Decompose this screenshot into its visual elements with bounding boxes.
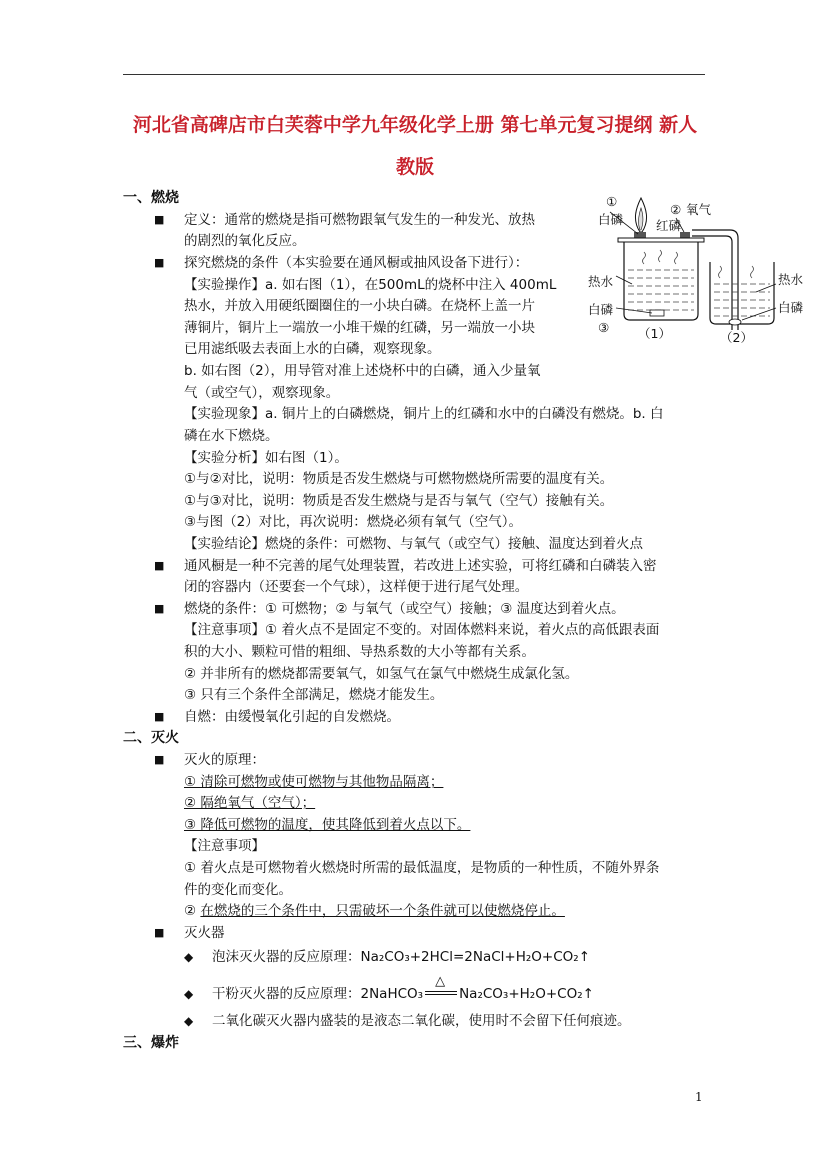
text-line: 热水，并放入用硬纸圈圈住的一小块白磷。在烧杯上盖一片 [184,298,535,314]
bullet-icon: ■ [154,926,165,939]
text-line: 【实验操作】a. 如右图（1），在500mL的烧杯中注入 400mL [184,277,557,293]
text-line: 【注意事项】 [184,838,265,854]
figure-label-white-phosphorus-3: 白磷 [588,302,614,317]
text-line: 泡沫灭火器的反应原理：Na₂CO₃+2HCl=2NaCl+H₂O+CO₂↑ [212,949,591,965]
text-line-underlined: ③ 降低可燃物的温度，使其降低到着火点以下。 [184,817,471,833]
reaction-products: Na₂CO₃+H₂O+CO₂↑ [459,986,594,1002]
text-line: ①与③对比，说明：物质是否发生燃烧与是否与氧气（空气）接触有关。 [184,493,614,509]
figure-caption-2: （2） [720,330,753,345]
diamond-bullet-icon: ◆ [184,987,194,1001]
figure-label-1: ① [606,194,618,209]
text-line: 【实验结论】燃烧的条件：可燃物、与氧气（或空气）接触、温度达到着火点 [184,536,643,552]
text-line: 薄铜片，铜片上一端放一小堆干燥的红磷，另一端放一小块 [184,320,535,336]
bullet-icon: ■ [154,710,165,723]
delta-symbol: △ [435,974,446,989]
text-line: 的剧烈的氧化反应。 [184,233,306,249]
text-line [212,974,594,1003]
document-title-line-2: 教版 [395,156,434,178]
section-heading-combustion: 一、燃烧 [123,190,179,206]
text-line: 灭火器 [184,925,225,941]
text-line: 燃烧的条件：① 可燃物；② 与氧气（或空气）接触；③ 温度达到着火点。 [184,601,625,617]
figure-label-hot-water-2: 热水 [778,272,804,287]
figure-label-hot-water-1: 热水 [588,274,614,289]
text-line: 气（或空气），观察现象。 [184,385,340,401]
text-line: 磷在水下燃烧。 [184,428,279,444]
text-line: ①与②对比，说明：物质是否发生燃烧与可燃物燃烧所需要的温度有关。 [184,471,614,487]
experiment-figure [580,192,820,352]
text-line: b. 如右图（2），用导管对准上述烧杯中的白磷，通入少量氧 [184,363,541,379]
header-rule [123,74,705,75]
text-line: 探究燃烧的条件（本实验要在通风橱或抽风设备下进行）： [184,255,529,271]
text-line: 定义：通常的燃烧是指可燃物跟氧气发生的一种发光、放热 [184,212,535,228]
page-number: 1 [695,1090,703,1104]
double-line [425,991,457,995]
document-title-line-1: 河北省高碑店市白芙蓉中学九年级化学上册 第七单元复习提纲 新人 [132,114,698,136]
text-line [184,902,565,920]
reaction-reactants: 干粉灭火器的反应原理：2NaHCO₃ [212,986,424,1002]
text-line: 积的大小、颗粒可惜的粗细、导热系数的大小等都有关系。 [184,644,535,660]
text-line: ③与图（2）对比，再次说明：燃烧必须有氧气（空气）。 [184,514,522,530]
diamond-bullet-icon: ◆ [184,1014,194,1028]
text-line: 件的变化而变化。 [184,882,292,898]
figure-label-2: ② [670,202,682,217]
text-line: 已用滤纸吸去表面上水的白磷，观察现象。 [184,341,441,357]
text-line: 通风橱是一种不完善的尾气处理装置，若改进上述实验，可将红磷和白磷装入密 [184,558,657,574]
bullet-icon: ■ [154,213,165,226]
text-line-underlined: ① 清除可燃物或使可燃物与其他物品隔离； [184,774,444,790]
text-line: 【注意事项】① 着火点不是固定不变的。对固体燃料来说，着火点的高低跟表面 [184,622,660,638]
text-line: 灭火的原理： [184,752,265,768]
figure-label-white-phosphorus-2: 白磷 [778,300,804,315]
text-line: 【实验分析】如右图（1）。 [184,450,348,466]
figure-label-oxygen: 氧气 [686,202,712,217]
figure-label-3: ③ [598,320,610,335]
text-line: 自燃：由缓慢氧化引起的自发燃烧。 [184,709,400,725]
text-line: 闭的容器内（还要套一个气球），这样便于进行尾气处理。 [184,579,529,595]
figure-label-white-phosphorus-1: 白磷 [598,212,624,227]
text-line: ① 着火点是可燃物着火燃烧时所需的最低温度，是物质的一种性质，不随外界条 [184,860,660,876]
heat-condition [423,974,459,1003]
bullet-icon: ■ [154,256,165,269]
diamond-bullet-icon: ◆ [184,950,194,964]
text-line: ② 并非所有的燃烧都需要氧气，如氢气在氯气中燃烧生成氯化氢。 [184,666,579,682]
section-heading-extinguishing: 二、灭火 [123,730,179,746]
underlined-text: 在燃烧的三个条件中，只需破坏一个条件就可以使燃烧停止。 [200,903,565,919]
text-line-underlined: ② 隔绝氧气（空气）； [184,795,316,811]
text-line: ③ 只有三个条件全部满足，燃烧才能发生。 [184,687,444,703]
bullet-icon: ■ [154,602,165,615]
circled-number: ② [184,903,197,919]
figure-caption-1: （1） [638,326,671,341]
figure-label-red-phosphorus: 红磷 [656,218,682,233]
bullet-icon: ■ [154,753,165,766]
text-line: 【实验现象】a. 铜片上的白磷燃烧，铜片上的红磷和水中的白磷没有燃烧。b. 白 [184,406,664,422]
section-heading-explosion: 三、爆炸 [123,1035,179,1051]
bullet-icon: ■ [154,559,165,572]
beaker-2 [710,262,774,324]
copper-plate [618,238,704,242]
text-line: 二氧化碳灭火器内盛装的是液态二氧化碳，使用时不会留下任何痕迹。 [212,1013,631,1029]
oxygen-tube [692,230,738,330]
